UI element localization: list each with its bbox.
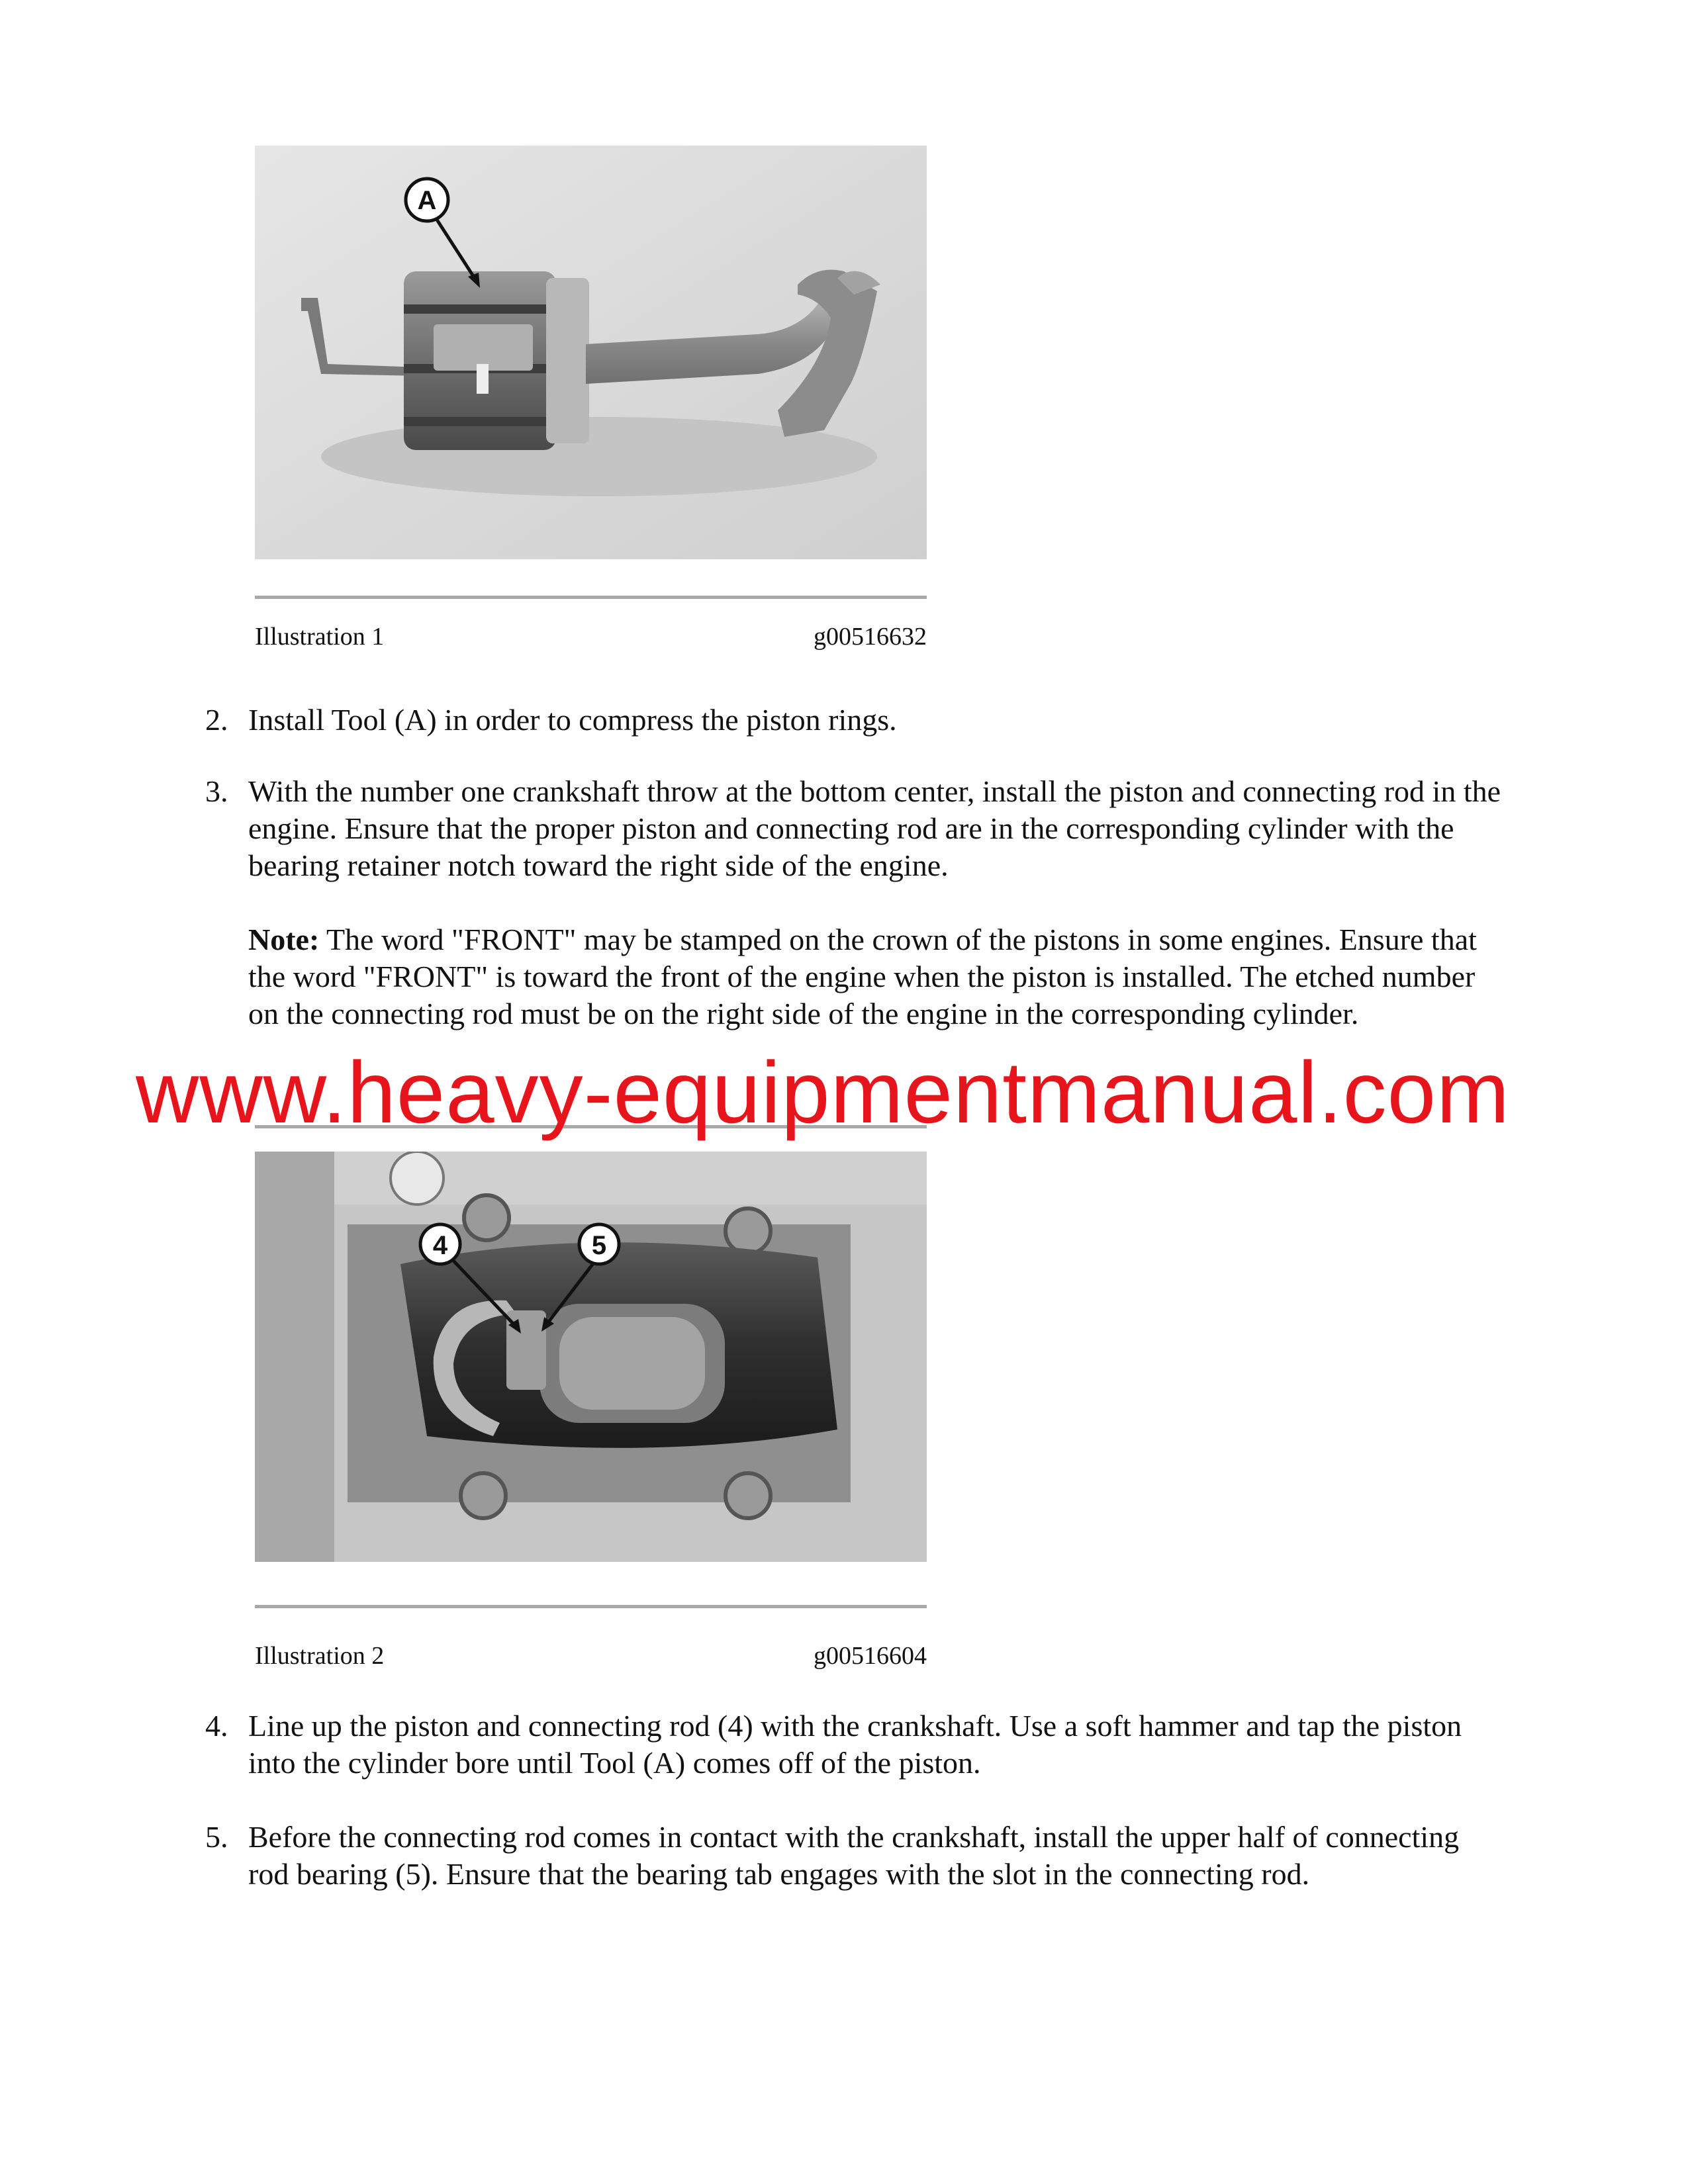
figure-2-caption-label: Illustration 2 <box>255 1642 385 1670</box>
crankshaft-bearing-photo <box>255 1152 927 1562</box>
figure-2 <box>255 1125 927 1674</box>
step-text: With the number one crankshaft throw at the bottom center, install the piston and connecting rod in the engine. Ensure that the proper piston and connecting rod are in the corresponding cylinder with the bearing retainer notch toward the right side of the engine. <box>248 774 1501 882</box>
figure-2-divider <box>255 1605 927 1608</box>
piston-connecting-rod-image <box>255 146 927 559</box>
step-number: 3. <box>205 774 228 808</box>
step-number: 2. <box>205 703 228 737</box>
step-text: Before the connecting rod comes in contact with the crankshaft, install the upper half of connecting rod bearing (5). Ensure that the bearing tab engages with the slot in the connecting rod. <box>248 1820 1460 1891</box>
step-text: Install Tool (A) in order to compress the piston rings. <box>248 703 897 737</box>
figure-1-caption-id: g00516632 <box>814 623 927 651</box>
step-text: Line up the piston and connecting rod (4) with the crankshaft. Use a soft hammer and tap the piston into the cylinder bore until Tool (A) comes off of the piston. <box>248 1709 1462 1780</box>
engine-block-image <box>255 1152 927 1562</box>
note-block <box>248 921 1506 1032</box>
step-number: 5. <box>205 1820 228 1854</box>
figure-1 <box>255 146 927 649</box>
figure-2-caption-id: g00516604 <box>814 1642 927 1670</box>
svg-text:4: 4 <box>432 1231 448 1260</box>
note-label: Note: <box>248 923 320 956</box>
svg-text:A: A <box>417 186 437 215</box>
piston-ring-compressor-photo <box>255 146 927 559</box>
figure-1-divider <box>255 596 927 599</box>
step-number: 4. <box>205 1709 228 1743</box>
note-text: The word "FRONT" may be stamped on the crown of the pistons in some engines. Ensure that the word "FRONT" is toward the front of the engine when the piston is installed. The etched number on the connecting rod must be on the right side of the engine in the corresponding cylinder. <box>248 923 1477 1030</box>
watermark-url: www.heavy-equipmentmanual.com <box>136 1044 1510 1141</box>
figure-1-caption-label: Illustration 1 <box>255 623 385 651</box>
svg-text:5: 5 <box>591 1231 607 1260</box>
